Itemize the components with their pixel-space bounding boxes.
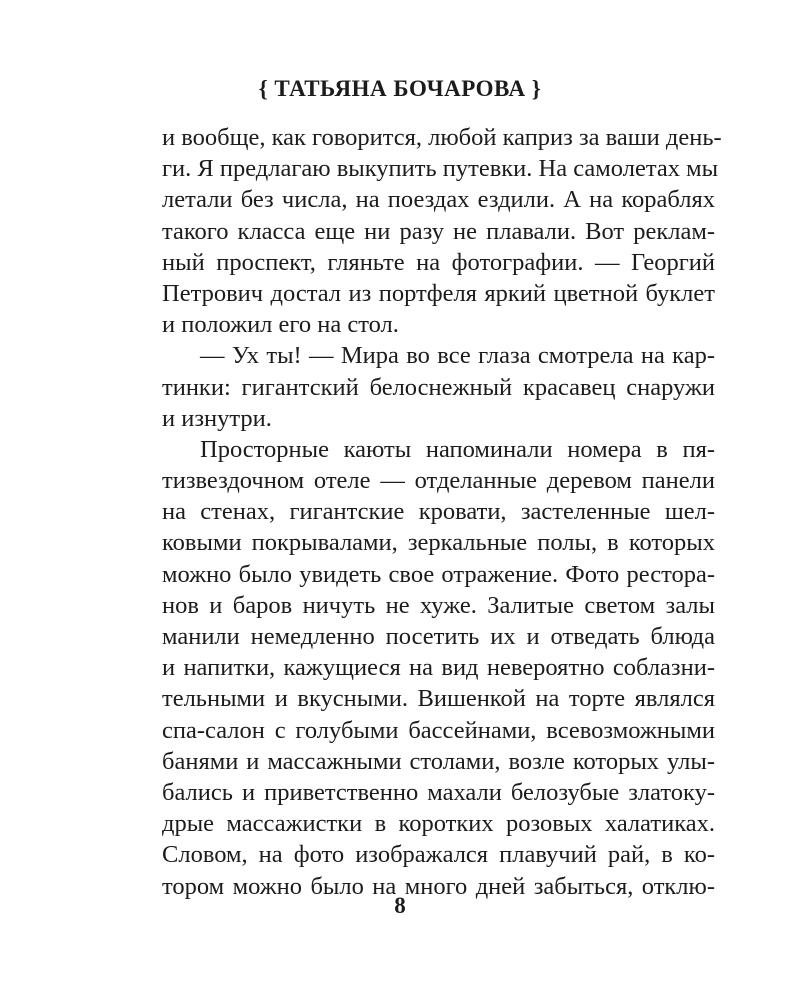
text-line: ный проспект, гляньте на фотографии. — Георгий (162, 248, 715, 276)
text-line: бались и приветственно махали белозубые златоку- (162, 778, 715, 806)
text-line: — Ух ты! — Мира во все глаза смотрела на кар- (200, 342, 715, 370)
running-header: { ТАТЬЯНА БОЧАРОВА } (258, 76, 542, 101)
text-line: спа-салон с голубыми бассейнами, всевозможными (162, 716, 715, 744)
text-line: Просторные каюты напоминали номера в пя- (200, 435, 715, 463)
text-line: ги. Я предлагаю выкупить путевки. На самолетах мы (162, 155, 719, 183)
text-line: летали без числа, на поездах ездили. А на кораблях (162, 186, 715, 214)
text-line: такого класса еще ни разу не плавали. Вот реклам- (162, 217, 715, 245)
body-text (162, 122, 722, 902)
page-number: 8 (394, 893, 406, 918)
text-line: тельными и вкусными. Вишенкой на торте являлся (162, 685, 715, 713)
text-line: тинки: гигантский белоснежный красавец снаружи (162, 373, 715, 401)
text-line: и изнутри. (162, 404, 272, 432)
text-line: Петрович достал из портфеля яркий цветной буклет (162, 279, 715, 307)
text-line: и вообще, как говорится, любой каприз за ваши день- (162, 124, 722, 151)
text-line: и напитки, кажущиеся на вид невероятно соблазни- (162, 654, 715, 682)
text-line: тизвездочном отеле — отделанные деревом панели (162, 467, 715, 495)
text-line: Словом, на фото изображался плавучий рай, в ко- (162, 841, 715, 869)
text-line: на стенах, гигантские кровати, застеленные шел- (162, 498, 715, 526)
text-line: дрые массажистки в коротких розовых халатиках. (162, 810, 715, 838)
text-line: нов и баров ничуть не хуже. Залитые светом залы (162, 591, 715, 619)
text-line: и положил его на стол. (162, 311, 399, 339)
text-line: можно было увидеть свое отражение. Фото рестора- (162, 560, 715, 588)
text-line: тором можно было на много дней забыться, отклю- (162, 872, 715, 900)
text-line: манили немедленно посетить их и отведать блюда (162, 623, 715, 650)
text-line: ковыми покрывалами, зеркальные полы, в которых (162, 529, 715, 557)
text-line: банями и массажными столами, возле которых улы- (162, 747, 715, 775)
